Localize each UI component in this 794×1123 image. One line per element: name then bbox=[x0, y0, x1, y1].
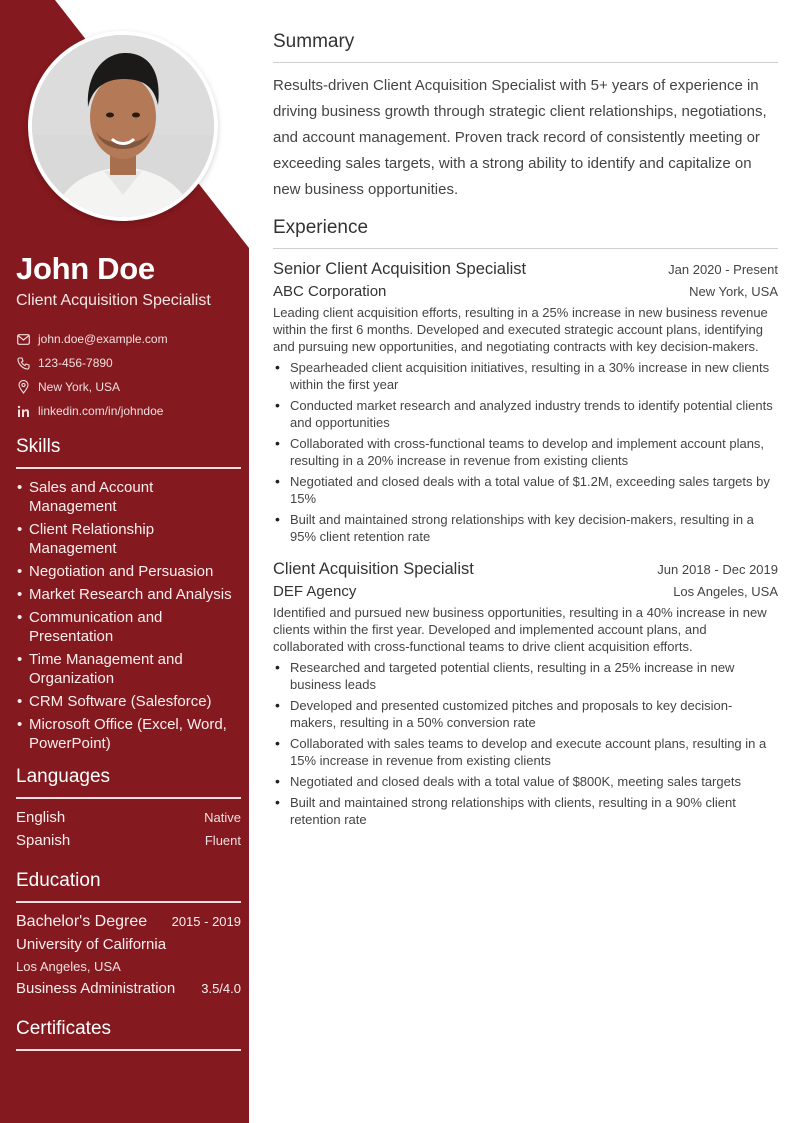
job-header bbox=[273, 557, 778, 581]
job-entry bbox=[273, 557, 778, 828]
job-company: DEF Agency bbox=[273, 583, 357, 600]
education-degree: Bachelor's Degree bbox=[16, 913, 148, 930]
list-item: • Collaborated with sales teams to develop and execute account plans, resulting in a 15% increase in revenue from existing clients bbox=[273, 735, 778, 769]
job-subheader bbox=[273, 281, 778, 303]
profile-photo-frame bbox=[28, 31, 218, 221]
education-school: University of California bbox=[16, 936, 167, 953]
job-dates: Jan 2020 - Present bbox=[668, 262, 778, 277]
sidebar bbox=[0, 0, 249, 1123]
education-degree-row bbox=[16, 910, 241, 934]
list-item: • Negotiated and closed deals with a total value of $800K, meeting sales targets bbox=[273, 773, 778, 790]
phone-icon bbox=[16, 356, 30, 370]
candidate-name: John Doe bbox=[16, 251, 155, 286]
list-item: • Communication and Presentation bbox=[16, 608, 241, 646]
job-entry bbox=[273, 257, 778, 545]
contact-email-text: john.doe@example.com bbox=[38, 332, 168, 346]
education-field: Business Administration bbox=[16, 980, 176, 997]
contact-location-text: New York, USA bbox=[38, 380, 121, 394]
certificates-heading: Certificates bbox=[16, 1017, 241, 1051]
education-location: Los Angeles, USA bbox=[16, 959, 121, 974]
skills-heading: Skills bbox=[16, 435, 241, 469]
list-item: • Negotiation and Persuasion bbox=[16, 562, 241, 581]
experience-heading: Experience bbox=[273, 216, 778, 249]
email-icon bbox=[16, 332, 30, 346]
linkedin-icon bbox=[16, 404, 30, 418]
education-gpa: 3.5/4.0 bbox=[201, 981, 241, 996]
contact-email[interactable] bbox=[16, 327, 241, 351]
summary-heading: Summary bbox=[273, 30, 778, 63]
job-description: Identified and pursued new business opportunities, resulting in a 40% increase in new clients within the first year. Developed and implemented account plans, and collaborated with cross-functional teams to drive client acquisition efforts. bbox=[273, 605, 767, 654]
job-bullets bbox=[273, 359, 778, 545]
job-header bbox=[273, 257, 778, 281]
language-name: English bbox=[16, 809, 66, 826]
job-location: New York, USA bbox=[689, 284, 778, 299]
profile-photo bbox=[32, 35, 214, 217]
job-title: Client Acquisition Specialist bbox=[273, 560, 474, 578]
education-years: 2015 - 2019 bbox=[171, 914, 241, 929]
contact-phone-text: 123-456-7890 bbox=[38, 356, 113, 370]
education-heading: Education bbox=[16, 869, 241, 903]
language-row bbox=[16, 829, 241, 852]
list-item: • Client Relationship Management bbox=[16, 520, 241, 558]
location-pin-icon bbox=[16, 380, 30, 394]
candidate-title: Client Acquisition Specialist bbox=[16, 292, 211, 309]
list-item: • CRM Software (Salesforce) bbox=[16, 692, 241, 711]
education-entry bbox=[16, 910, 241, 1000]
skills-list bbox=[16, 478, 241, 753]
list-item: • Researched and targeted potential clients, resulting in a 25% increase in new business leads bbox=[273, 659, 778, 693]
contact-linkedin-text: linkedin.com/in/johndoe bbox=[38, 404, 164, 418]
main-content bbox=[273, 30, 778, 832]
list-item: • Built and maintained strong relationships with clients, resulting in a 90% client retention rate bbox=[273, 794, 778, 828]
list-item: • Spearheaded client acquisition initiatives, resulting in a 30% increase in new clients within the first year bbox=[273, 359, 778, 393]
language-name: Spanish bbox=[16, 832, 71, 849]
languages-heading: Languages bbox=[16, 765, 241, 799]
education-field-row bbox=[16, 978, 241, 1000]
job-description: Leading client acquisition efforts, resulting in a 25% increase in new business revenue within the first 6 months. Developed and executed strategic account plans, identifying and pursuing new opportunities, and negotiating contracts with key decision-makers. bbox=[273, 305, 768, 354]
job-subheader bbox=[273, 581, 778, 603]
list-item: • Collaborated with cross-functional teams to develop and implement account plans, resulting in a 20% increase in revenue from existing clients bbox=[273, 435, 778, 469]
contact-linkedin[interactable] bbox=[16, 399, 241, 423]
contact-phone[interactable] bbox=[16, 351, 241, 375]
list-item: • Conducted market research and analyzed industry trends to identify potential clients and opportunities bbox=[273, 397, 778, 431]
list-item: • Market Research and Analysis bbox=[16, 585, 241, 604]
language-level: Native bbox=[204, 810, 241, 825]
job-bullets bbox=[273, 659, 778, 828]
job-location: Los Angeles, USA bbox=[673, 584, 778, 599]
list-item: • Microsoft Office (Excel, Word, PowerPoint) bbox=[16, 715, 241, 753]
job-title: Senior Client Acquisition Specialist bbox=[273, 260, 527, 278]
list-item: • Developed and presented customized pitches and proposals to key decision-makers, resulting in a 50% conversion rate bbox=[273, 697, 778, 731]
language-level: Fluent bbox=[204, 833, 241, 848]
languages-list bbox=[16, 806, 241, 852]
summary-text: Results-driven Client Acquisition Specialist with 5+ years of experience in driving business growth through strategic client relationships, negotiations, and account management. Proven track record of consistently meeting or exceeding sales targets, with a strong ability to identify and capitalize on new business opportunities. bbox=[273, 77, 767, 198]
list-item: • Time Management and Organization bbox=[16, 650, 241, 688]
job-dates: Jun 2018 - Dec 2019 bbox=[657, 562, 778, 577]
list-item: • Negotiated and closed deals with a total value of $1.2M, exceeding sales targets by 15% bbox=[273, 473, 778, 507]
list-item: • Sales and Account Management bbox=[16, 478, 241, 516]
language-row bbox=[16, 806, 241, 829]
contact-location bbox=[16, 375, 241, 399]
list-item: • Built and maintained strong relationships with key decision-makers, resulting in a 95% client retention rate bbox=[273, 511, 778, 545]
contact-list bbox=[16, 327, 241, 423]
job-company: ABC Corporation bbox=[273, 283, 387, 300]
